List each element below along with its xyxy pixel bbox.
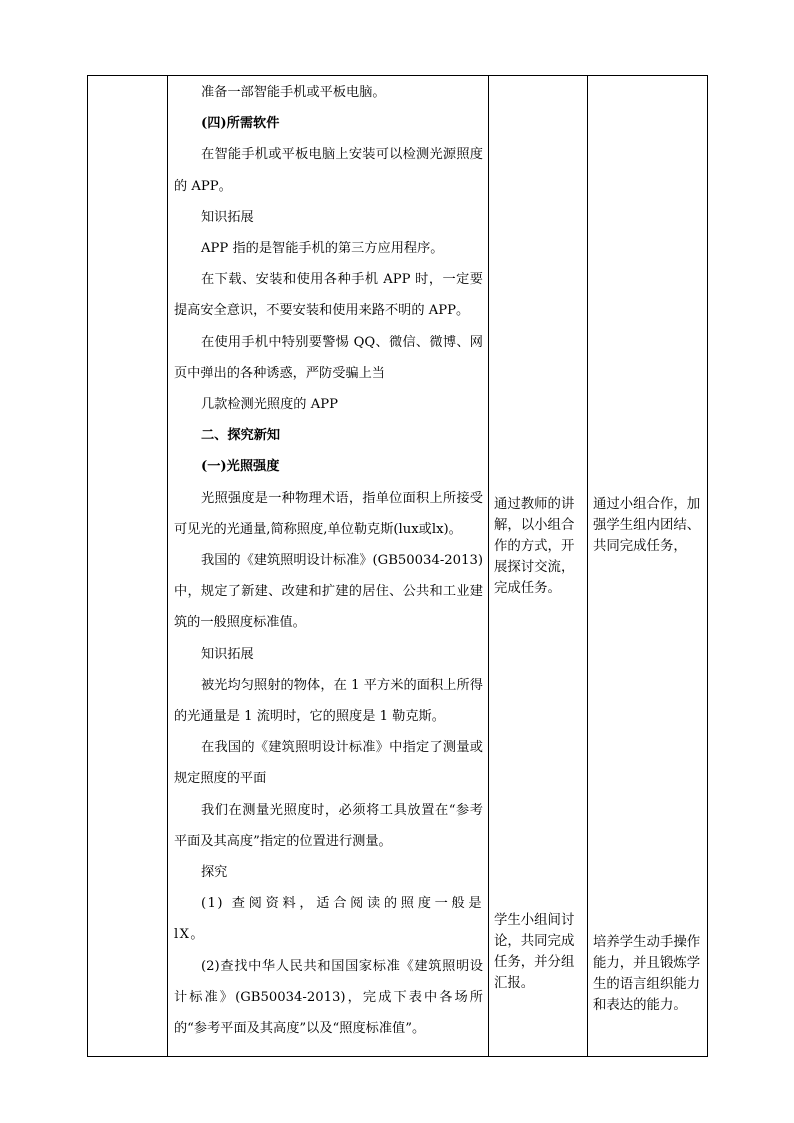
content-paragraph: 几款检测光照度的 APP: [201, 397, 338, 413]
content-paragraph: 我们在测量光照度时，必须将工具放置在“参考平面及其高度”指定的位置进行测量。: [174, 802, 483, 849]
content-paragraph: 在下载、安装和使用各种手机 APP 时，一定要提高安全意识，不要安装和使用来路不明的 APP。: [174, 272, 483, 319]
student-activity-text: 通过教师的讲解，以小组合作的方式，开展探讨交流，完成任务。: [494, 497, 575, 596]
content-paragraph: 被光均匀照射的物体，在 1 平方米的面积上所得的光通量是 1 流明时，它的照度是 1 勒克斯。: [174, 677, 483, 725]
content-paragraph: APP 指的是智能手机的第三方应用程序。: [201, 241, 444, 257]
content-paragraph: 在智能手机或平板电脑上安装可以检测光源照度的 APP。: [174, 147, 483, 194]
content-paragraph: (1) 查阅资料，适合阅读的照度一般是 lX。: [174, 896, 483, 943]
teaching-content-cell: [168, 76, 489, 1057]
content-paragraph: 准备一部智能手机或平板电脑。: [201, 85, 386, 100]
content-paragraph: 在使用手机中特别要警惕 QQ、微信、微博、网页中弹出的各种诱惑，严防受骗上当: [174, 334, 483, 381]
design-intent-cell: [588, 76, 708, 1057]
content-paragraph: (2)查找中华人民共和国国家标准《建筑照明设计标准》(GB50034-2013)，完成下表中各场所的“参考平面及其高度”以及“照度标准值”。: [174, 958, 483, 1037]
subsection-heading: (一)光照强度: [201, 459, 280, 475]
design-intent-text: 通过小组合作，加强学生组内团结、共同完成任务，: [593, 497, 701, 554]
content-paragraph: 我国的《建筑照明设计标准》(GB50034-2013)中，规定了新建、改建和扩建的居住、公共和工业建筑的一般照度标准值。: [174, 553, 483, 631]
teaching-content: [168, 76, 488, 1057]
lesson-plan-table: [87, 75, 708, 1057]
table-row: [88, 76, 708, 1057]
content-paragraph: (四)所需软件: [201, 116, 280, 132]
content-paragraph: 知识拓展: [201, 209, 254, 225]
section-heading: 二、探究新知: [201, 428, 281, 444]
content-paragraph: 在我国的《建筑照明设计标准》中指定了测量或规定照度的平面: [174, 740, 483, 787]
student-activity-cell: [489, 76, 588, 1057]
design-intent-text: 培养学生动手操作能力，并且锻炼学生的语言组织能力和表达的能力。: [593, 935, 701, 1013]
stage-cell: [88, 76, 168, 1057]
content-paragraph: 探究: [201, 865, 228, 881]
content-paragraph: 光照强度是一种物理术语，指单位面积上所接受可见光的光通量,简称照度,单位勒克斯(lux或lx)。: [174, 490, 483, 537]
content-paragraph: 知识拓展: [201, 646, 254, 662]
student-activity-text: 学生小组间讨论，共同完成任务，并分组汇报。: [494, 913, 575, 991]
